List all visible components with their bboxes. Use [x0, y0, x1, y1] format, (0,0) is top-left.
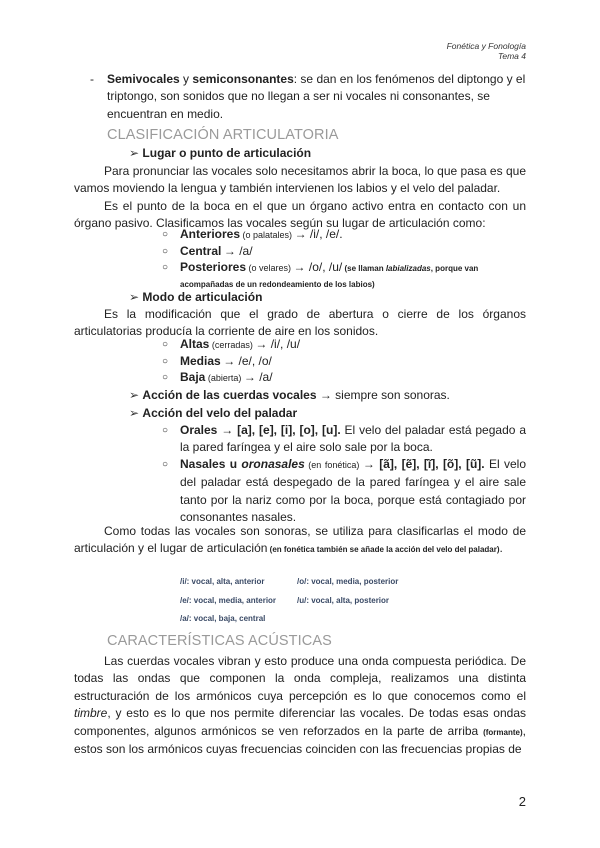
- conclusion-paragraph: [74, 523, 526, 559]
- circle-bullet-icon: ○: [162, 339, 169, 350]
- item-value: → /a/: [243, 370, 273, 384]
- header-course: Fonética y Fonología: [446, 41, 526, 51]
- acusticas-paragraph: [74, 653, 526, 758]
- intro-conj: y: [179, 72, 193, 86]
- list-item-baja: [162, 369, 526, 387]
- term-semivocales: Semivocales: [107, 72, 180, 86]
- header-unit: Tema 4: [497, 51, 526, 61]
- page-number: 2: [518, 794, 526, 809]
- acusticas-text-3: , estos son los armónicos cuyas frecuencias coinciden con las frecuencias propias de: [74, 723, 526, 757]
- circle-bullet-icon: ○: [162, 459, 169, 470]
- circle-bullet-icon: ○: [162, 246, 169, 257]
- intro-paragraph: [107, 71, 526, 123]
- item-term: Anteriores: [180, 227, 241, 241]
- section-title-acusticas: CARACTERÍSTICAS ACÚSTICAS: [107, 633, 332, 649]
- subheading-modo: [129, 289, 581, 306]
- item-term: Altas: [180, 337, 210, 351]
- term-semiconsonantes: semiconsonantes: [192, 72, 294, 86]
- item-extra-italic: labializadas: [385, 264, 431, 273]
- velo-title: Acción del velo del paladar: [142, 406, 298, 420]
- modo-title: Modo de articulación: [142, 290, 263, 304]
- item-term-italic: oronasales: [241, 457, 305, 471]
- term-formante: (formante): [483, 727, 523, 737]
- item-note: (o palatales): [240, 230, 295, 240]
- modo-paragraph: Es la modificación que el grado de abertura o cierre de los órganos articulatorias producía la corriente de aire en los sonidos.: [74, 307, 526, 339]
- item-note: (abierta): [205, 373, 244, 383]
- summary-cell: /a/: vocal, baja, central: [180, 614, 266, 623]
- conclusion-text: Como todas las vocales son sonoras, se utiliza para clasificarlas el modo de articulación y el lugar de articulación: [74, 524, 526, 556]
- conclusion-end: .: [499, 541, 503, 556]
- item-term: Orales → [a], [e], [i], [o], [u].: [180, 423, 341, 437]
- lugar-title: Lugar o punto de articulación: [142, 146, 312, 160]
- item-value: → /i/, /u/: [255, 337, 301, 351]
- item-text: El velo del paladar está pegado a la pared faríngea y el aire solo sale por la boca.: [180, 423, 526, 455]
- item-term: Nasales u: [180, 457, 242, 471]
- item-value: → /a/: [223, 244, 253, 258]
- item-value: → /e/, /o/: [223, 354, 272, 368]
- summary-cell: /u/: vocal, alta, posterior: [297, 596, 390, 605]
- cuerdas-rest: → siempre son sonoras.: [316, 388, 450, 402]
- item-extra-end: , porque van acompañadas de un redondeamiento de los labios): [180, 264, 479, 289]
- item-value: → /o/, /u/: [293, 260, 343, 274]
- list-item-posteriores: [162, 260, 526, 292]
- item-term: Baja: [180, 370, 206, 384]
- circle-bullet-icon: ○: [162, 425, 169, 436]
- list-item-anteriores: [162, 226, 526, 244]
- circle-bullet-icon: ○: [162, 356, 169, 367]
- lugar-paragraph-1: Para pronunciar las vocales solo necesitamos abrir la boca, lo que pasa es que vamos moviendo la lengua y también intervienen los labios y el velo del paladar.: [74, 164, 526, 196]
- list-item-nasales: [162, 456, 526, 527]
- subheading-velo: [129, 405, 581, 422]
- circle-bullet-icon: ○: [162, 262, 169, 273]
- running-header: [447, 41, 526, 61]
- item-note: (en fonética): [304, 460, 363, 470]
- subheading-lugar: [129, 145, 581, 162]
- arrow-bullet-icon: ➢: [129, 146, 140, 160]
- item-value: → /i/, /e/.: [294, 227, 343, 241]
- cuerdas-title: Acción de las cuerdas vocales: [142, 388, 317, 402]
- item-note: (cerradas): [209, 340, 256, 350]
- lugar-paragraph-2: Es el punto de la boca en el que un órgano activo entra en contacto con un órgano pasivo. Clasificamos las vocales según su lugar de articulación como:: [74, 199, 526, 231]
- summary-cell: /i/: vocal, alta, anterior: [180, 577, 265, 586]
- item-note: (o velares): [246, 263, 294, 273]
- item-term: Posteriores: [180, 260, 247, 274]
- summary-cell: /e/: vocal, media, anterior: [180, 596, 277, 605]
- acusticas-text-2: , y esto es lo que nos permite diferenciar las vocales. De todas esas ondas componentes, algunos armónicos se ven reforzados en la parte de arriba: [74, 706, 526, 738]
- term-timbre: timbre: [74, 706, 108, 721]
- list-item-orales: [162, 422, 526, 457]
- circle-bullet-icon: ○: [162, 229, 169, 240]
- item-extra: (se llaman: [342, 264, 386, 273]
- intro-text: : se dan en los fenómenos del diptongo y el triptongo, son sonidos que no llegan a ser ni vocales ni consonantes, se encuentran en medio.: [107, 72, 526, 121]
- item-text: El velo del paladar está despegado de la pared faríngea y el aire sale tanto por la nariz como por la boca, porque está contagiado por consonantes nasales.: [180, 457, 526, 525]
- list-item-altas: [162, 336, 526, 354]
- arrow-bullet-icon: ➢: [129, 406, 140, 420]
- acusticas-text: Las cuerdas vocales vibran y esto produce una onda compuesta periódica. De todas las ondas que componen la onda compleja, realizamos una distinta estructuración de los armónicos cuya percepción es lo que conocemos como el: [74, 654, 526, 703]
- section-title-articulatoria: CLASIFICACIÓN ARTICULATORIA: [107, 127, 339, 143]
- conclusion-note: (en fonética también se añade la acción del velo del paladar): [267, 545, 500, 555]
- item-term: Medias: [180, 354, 221, 368]
- subheading-cuerdas: [129, 387, 581, 404]
- item-term-symbols: → [ã], [ẽ], [ĩ], [õ], [ũ].: [362, 457, 485, 471]
- summary-cell: /o/: vocal, media, posterior: [297, 577, 399, 586]
- dash-bullet: -: [90, 72, 94, 86]
- circle-bullet-icon: ○: [162, 372, 169, 383]
- arrow-bullet-icon: ➢: [129, 290, 140, 304]
- list-item-central: [162, 243, 526, 261]
- item-term: Central: [180, 244, 222, 258]
- arrow-bullet-icon: ➢: [129, 388, 140, 402]
